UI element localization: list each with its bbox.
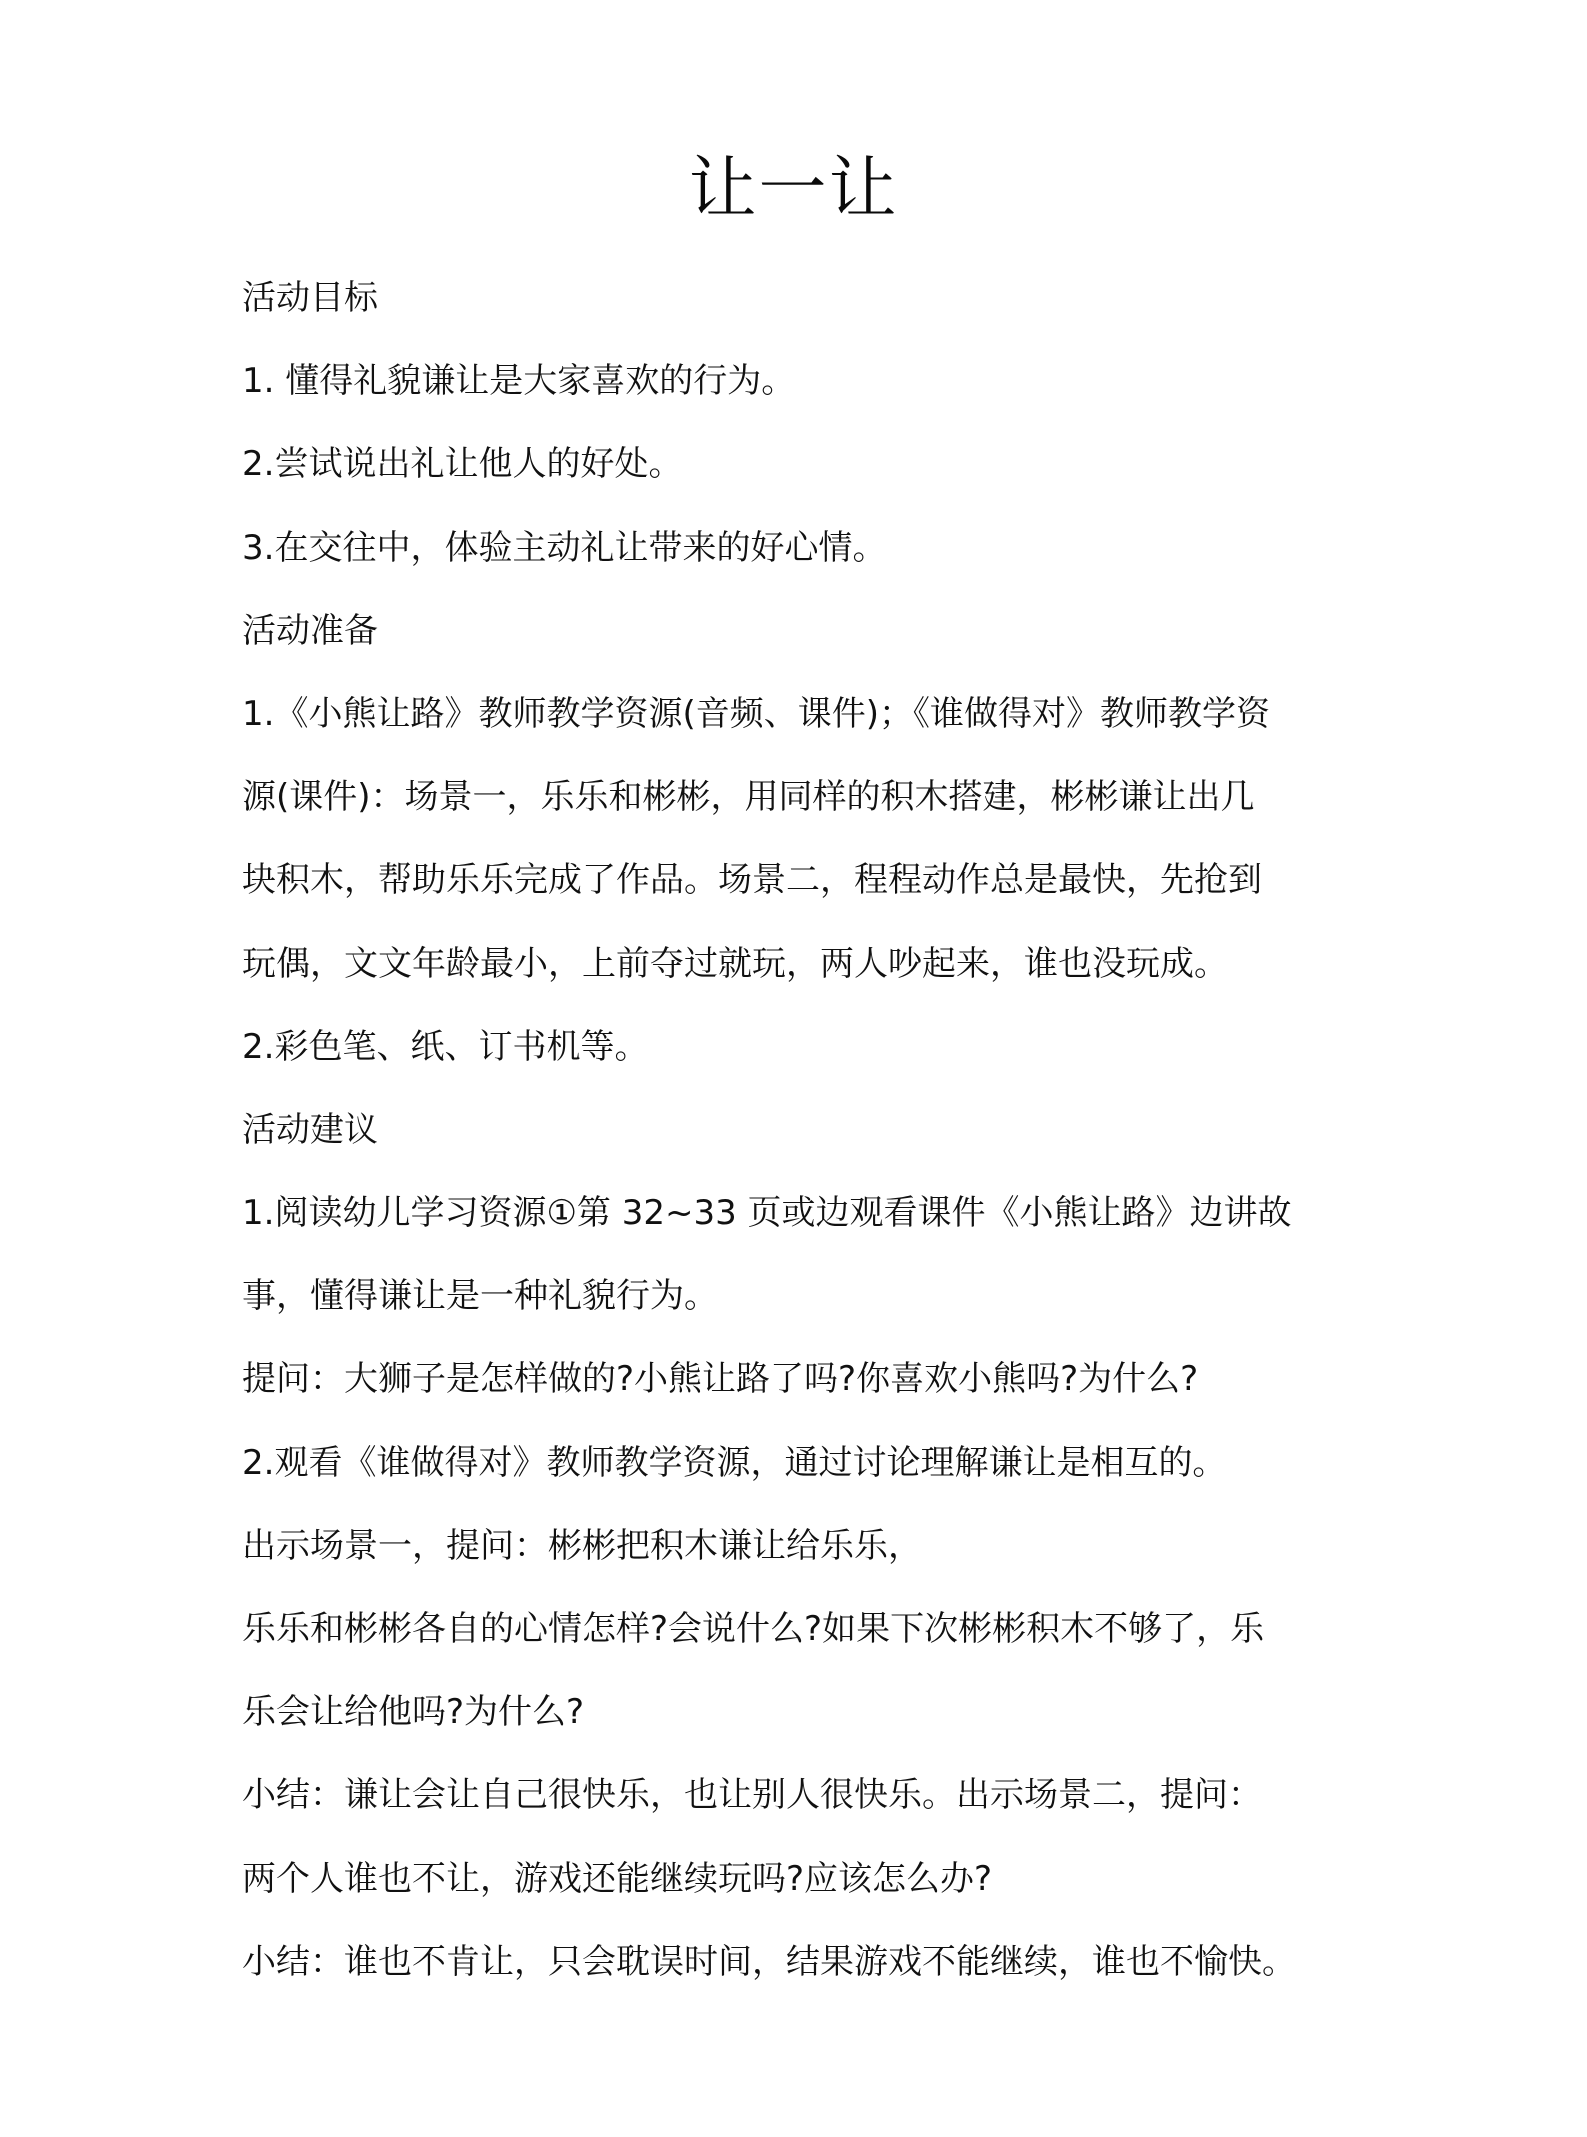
paragraph-line: 玩偶，文文年龄最小，上前夺过就玩，两人吵起来，谁也没玩成。 <box>242 943 1228 984</box>
paragraph-line: 提问：大狮子是怎样做的?小熊让路了吗?你喜欢小熊吗?为什么? <box>242 1359 1199 1400</box>
paragraph-line: 乐乐和彬彬各自的心情怎样?会说什么?如果下次彬彬积木不够了，乐 <box>242 1609 1265 1649</box>
paragraph-line: 两个人谁也不让，游戏还能继续玩吗?应该怎么办? <box>242 1858 993 1899</box>
paragraph-line: 乐会让给他吗?为什么? <box>242 1692 585 1733</box>
paragraph-line: 2.尝试说出礼让他人的好处。 <box>242 444 683 485</box>
paragraph-line: 2.观看《谁做得对》教师教学资源，通过讨论理解谦让是相互的。 <box>242 1442 1227 1483</box>
paragraph-line: 1.阅读幼儿学习资源①第 32~33 页或边观看课件《小熊让路》边讲故 <box>242 1193 1292 1234</box>
paragraph-line: 事，懂得谦让是一种礼貌行为。 <box>242 1276 718 1317</box>
paragraph-line: 2.彩色笔、纸、订书机等。 <box>242 1026 649 1067</box>
section-heading-suggestions: 活动建议 <box>242 1109 378 1150</box>
paragraph-line: 3.在交往中，体验主动礼让带来的好心情。 <box>242 527 887 568</box>
paragraph-line: 1. 懂得礼貌谦让是大家喜欢的行为。 <box>242 361 796 402</box>
paragraph-line: 出示场景一，提问：彬彬把积木谦让给乐乐， <box>242 1525 922 1566</box>
paragraph-line: 源(课件)：场景一，乐乐和彬彬，用同样的积木搭建，彬彬谦让出几 <box>242 777 1255 818</box>
page-title: 让一让 <box>688 150 899 229</box>
section-heading-preparation: 活动准备 <box>242 610 378 651</box>
paragraph-line: 1.《小熊让路》教师教学资源(音频、课件)；《谁做得对》教师教学资 <box>242 693 1270 734</box>
paragraph-line: 小结：谁也不肯让，只会耽误时间，结果游戏不能继续，谁也不愉快。 <box>242 1941 1296 1982</box>
section-heading-goals: 活动目标 <box>242 278 378 318</box>
paragraph-line: 块积木，帮助乐乐完成了作品。场景二，程程动作总是最快，先抢到 <box>242 860 1262 901</box>
paragraph-line: 小结：谦让会让自己很快乐，也让别人很快乐。出示场景二，提问： <box>242 1775 1262 1816</box>
document-body <box>242 272 1362 2019</box>
